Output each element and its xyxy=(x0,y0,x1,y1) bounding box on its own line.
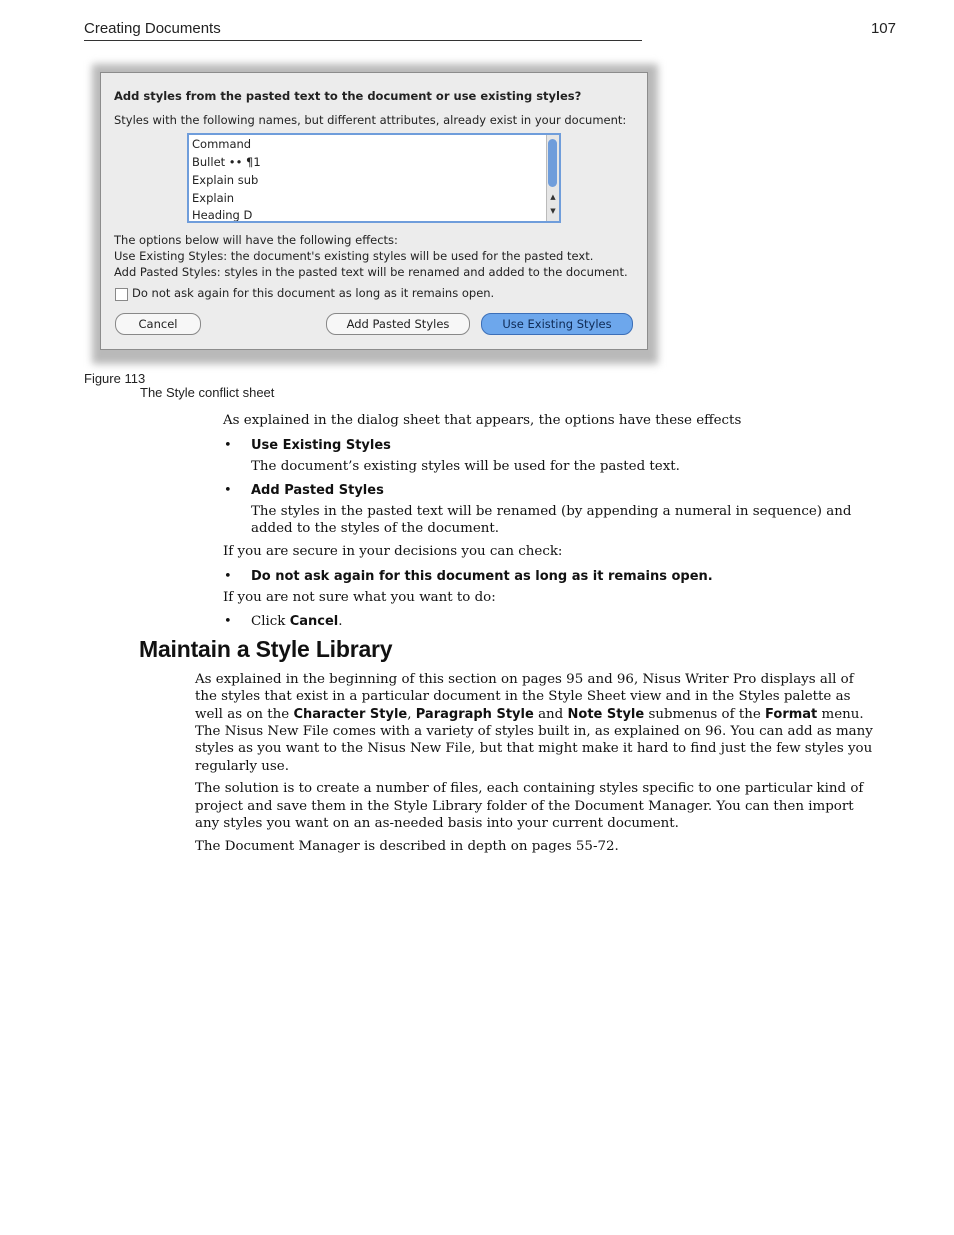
running-header-section: Creating Documents xyxy=(84,20,221,37)
not-sure-paragraph: If you are not sure what you want to do: xyxy=(223,590,496,605)
text-run: , xyxy=(407,707,412,722)
bullet-icon: • xyxy=(224,438,232,453)
paragraph-line: As explained in the beginning of this section on pages 95 and 96, Nisus Writer Pro displays all of xyxy=(195,672,854,687)
section-heading: Maintain a Style Library xyxy=(139,636,393,662)
click-word: Click xyxy=(251,614,286,629)
scrollbar-thumb[interactable] xyxy=(548,139,557,187)
text-run: menu. xyxy=(821,707,864,722)
bullet-icon: • xyxy=(224,614,232,629)
option-add-pasted-text-line: The styles in the pasted text will be renamed (by appending a numeral in sequence) and xyxy=(251,504,852,519)
add-pasted-styles-button[interactable]: Add Pasted Styles xyxy=(326,313,470,335)
paragraph-line: the styles that exist in a particular document in the Style Sheet view and in the Styles palette as xyxy=(195,689,851,704)
menu-term: Note Style xyxy=(567,707,645,722)
effects-heading: The options below will have the following effects: xyxy=(114,233,398,247)
scroll-up-arrow-icon[interactable]: ▲ xyxy=(550,193,556,201)
paragraph-line: The Nisus New File comes with a variety of styles built in, as explained on 96. You can add as many xyxy=(195,724,873,739)
paragraph-line: styles as you want to the Nisus New File, but that might make it hard to find just the few styles you xyxy=(195,741,873,756)
effects-use-existing: Use Existing Styles: the document's existing styles will be used for the pasted text. xyxy=(114,249,594,263)
dialog-title: Add styles from the pasted text to the document or use existing styles? xyxy=(114,89,582,103)
list-item[interactable]: Bullet •• ¶1 xyxy=(192,155,261,169)
effects-add-pasted: Add Pasted Styles: styles in the pasted text will be renamed and added to the document. xyxy=(114,265,628,279)
list-item[interactable]: Explain sub xyxy=(192,173,259,187)
do-not-ask-label[interactable]: Do not ask again for this document as long as it remains open. xyxy=(132,286,495,300)
figure-caption: The Style conflict sheet xyxy=(140,385,275,400)
scroll-down-arrow-icon[interactable]: ▼ xyxy=(550,207,556,215)
header-rule xyxy=(84,40,642,41)
bullet-icon: • xyxy=(224,483,232,498)
menu-term: Format xyxy=(765,707,818,722)
paragraph-line: The Document Manager is described in depth on pages 55-72. xyxy=(195,839,619,854)
cancel-button[interactable]: Cancel xyxy=(115,313,201,335)
text-run: and xyxy=(538,707,564,722)
option-add-pasted-text-line: added to the styles of the document. xyxy=(251,521,500,536)
style-conflict-dialog xyxy=(100,72,648,350)
menu-term: Character Style xyxy=(293,707,408,722)
page-number: 107 xyxy=(870,20,896,37)
list-item[interactable]: Command xyxy=(192,137,252,151)
option-use-existing-text: The document’s existing styles will be used for the pasted text. xyxy=(251,459,680,474)
paragraph-line: any styles you want on an as-needed basis into your current document. xyxy=(195,816,679,831)
click-end: . xyxy=(338,614,343,629)
paragraph-line: The solution is to create a number of files, each containing styles specific to one particular kind of xyxy=(195,781,864,796)
menu-term: Paragraph Style xyxy=(415,707,534,722)
conflicting-styles-list[interactable] xyxy=(187,133,561,223)
list-scrollbar[interactable] xyxy=(546,135,559,221)
list-item[interactable]: Heading D xyxy=(192,208,253,222)
intro-paragraph: As explained in the dialog sheet that appears, the options have these effects xyxy=(223,413,742,428)
cancel-term: Cancel xyxy=(289,614,339,629)
option-add-pasted-label: Add Pasted Styles xyxy=(251,483,384,498)
text-run: submenus of the xyxy=(648,707,761,722)
list-item[interactable]: Explain xyxy=(192,191,235,205)
do-not-ask-option-label: Do not ask again for this document as long as it remains open. xyxy=(251,569,713,584)
click-cancel-instruction xyxy=(251,613,343,630)
figure-number: Figure 113 xyxy=(84,371,146,386)
use-existing-styles-button[interactable]: Use Existing Styles xyxy=(481,313,633,335)
bullet-icon: • xyxy=(224,569,232,584)
paragraph-line: regularly use. xyxy=(195,759,289,774)
do-not-ask-checkbox[interactable] xyxy=(115,288,128,301)
secure-paragraph: If you are secure in your decisions you can check: xyxy=(223,544,563,559)
paragraph-line: project and save them in the Style Library folder of the Document Manager. You can then import xyxy=(195,799,854,814)
text-run: well as on the xyxy=(195,707,290,722)
option-use-existing-label: Use Existing Styles xyxy=(251,438,391,453)
dialog-subtitle: Styles with the following names, but different attributes, already exist in your document: xyxy=(114,113,627,127)
paragraph-line xyxy=(195,706,864,723)
